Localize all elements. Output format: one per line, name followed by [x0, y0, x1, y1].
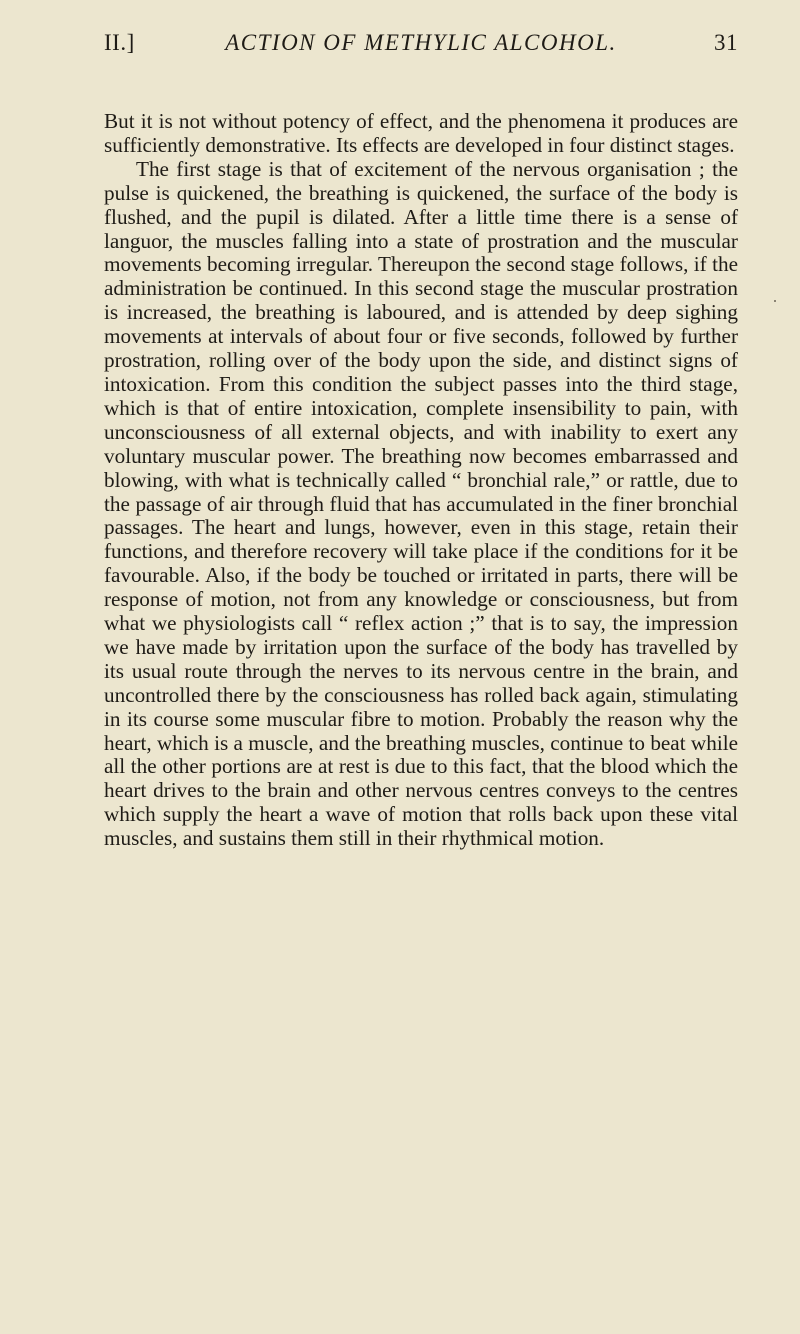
chapter-marker: II.]: [104, 30, 135, 55]
page-number: 31: [714, 30, 738, 55]
paper-speck: [774, 300, 776, 302]
running-title: ACTION OF METHYLIC ALCOHOL.: [225, 30, 617, 55]
paragraph-intro: But it is not without potency of effect, and the phenomena it produces are sufficiently demonstrative. Its effects are developed in four distinct stages.: [104, 109, 738, 157]
body-text: [104, 110, 738, 851]
running-head: [104, 30, 738, 70]
paragraph-stages: The first stage is that of excitement of the nervous organisation ; the pulse is quickened, the breathing is quickened, the surface of the body is flushed, and the pupil is dilated. After a little time there is a sense of languor, the muscles falling into a state of prostration and the muscular movements becoming irregular. Thereupon the second stage follows, if the administration be continued. In this second stage the muscular prostration is increased, the breathing is laboured, and is attended by deep sighing movements at intervals of about four or five seconds, followed by further prostration, rolling over of the body upon the side, and distinct signs of intoxication. From this condition the subject passes into the third stage, which is that of entire intoxication, complete insensibility to pain, with unconsciousness of all external objects, and with inability to exert any voluntary muscular power. The breathing now becomes embarrassed and blowing, with what is technically called “ bronchial rale,” or rattle, due to the passage of air through fluid that has accumulated in the finer bronchial passages. The heart and lungs, however, even in this stage, retain their functions, and therefore recovery will take place if the conditions for it be favourable. Also, if the body be touched or irritated in parts, there will be response of motion, not from any knowledge or consciousness, but from what we physiologists call “ reflex action ;” that is to say, the impression we have made by irritation upon the surface of the body has travelled by its usual route through the nerves to its nervous centre in the brain, and uncontrolled there by the consciousness has rolled back again, stimulating in its course some muscular fibre to motion. Probably the reason why the heart, which is a muscle, and the breathing muscles, continue to beat while all the other portions are at rest is due to this fact, that the blood which the heart drives to the brain and other nervous centres conveys to the centres which supply the heart a wave of motion that rolls back upon these vital muscles, and sustains them still in their rhythmical motion.: [104, 156, 738, 851]
